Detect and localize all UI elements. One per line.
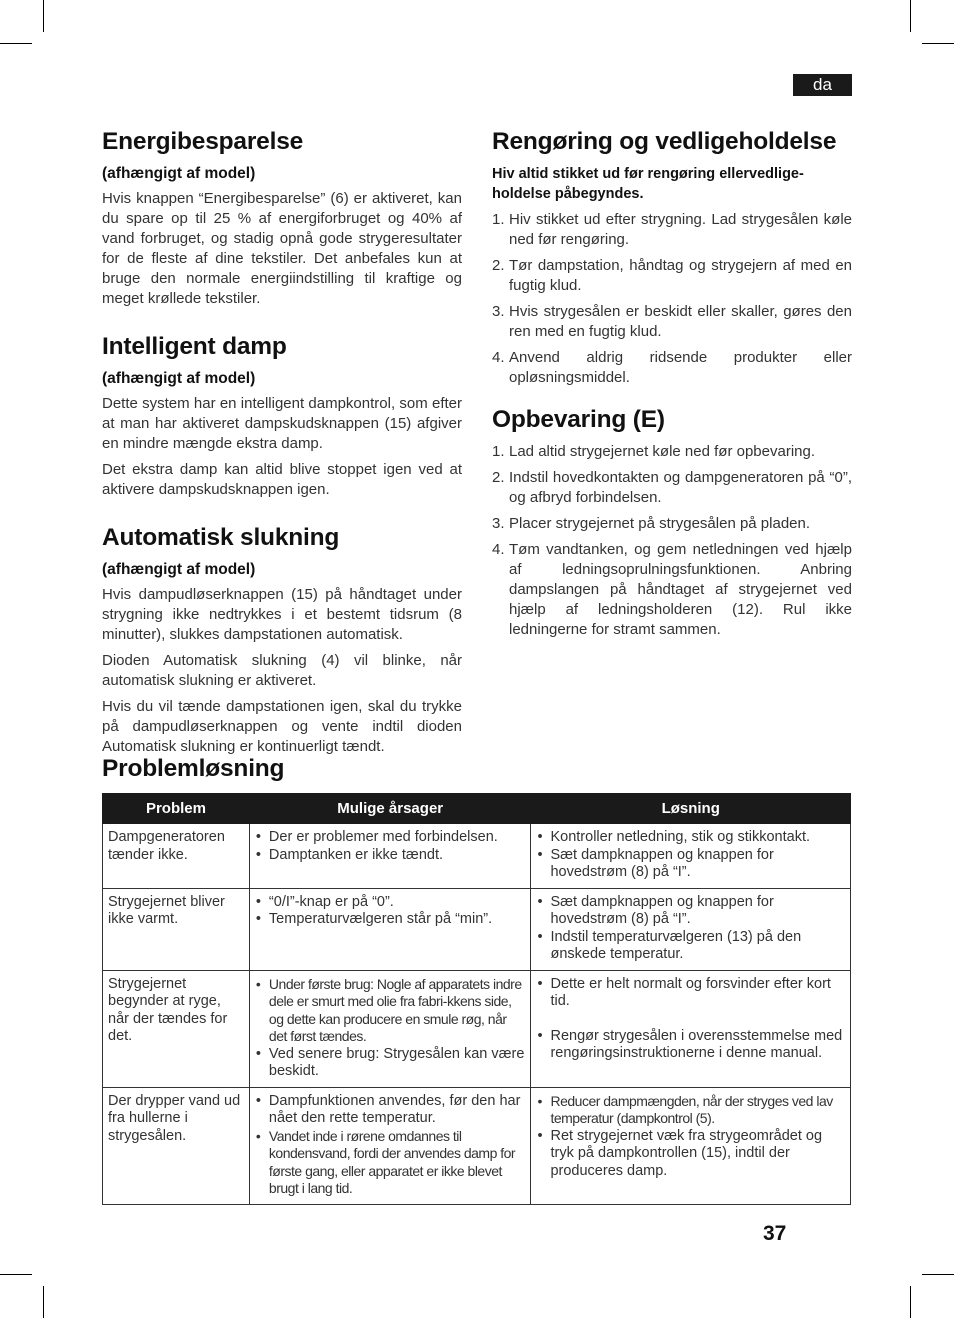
auto-paragraph-1: Hvis dampudløserknappen (15) på håndtaget under strygning ikke nedtrykkes i et bestemt tidsrum (8 minutter), slukkes dampstationen automatisk. [102,586,462,643]
energy-paragraph: Hvis knappen “Energibesparelse” (6) er aktiveret, kan du spare op til 25 % af energiforbruget og 40% af vand forbruget, og stadig opnå gode strygeresultater for de fleste af dine tekstiler. Det anbefales kun at bruge den normale energiindstilling til kraftige og meget krøllede tekstiler. [102,190,462,307]
energy-subtitle: (afhængigt af model) [102,165,256,182]
section-auto-off [102,524,462,757]
table-row [103,970,851,1087]
table-row [103,1087,851,1204]
table-header-row [103,794,851,824]
bullet-item: • Rengør strygesålen i overensstemmelse med rengøringsinstruktionerne i denne manual. [536,1028,845,1063]
crop-mark [910,0,911,32]
bullet-item: • Der er problemer med forbindelsen. [255,829,526,847]
header-causes: Mulige årsager [249,794,531,824]
cleaning-warning: Hiv altid stikket ud før rengøring ellervedlige-holdelse påbegyndes. [492,166,804,202]
list-item: 1. Hiv stikket ud efter strygning. Lad strygesålen køle ned før rengøring. [492,211,852,248]
problem-cell: Strygejernet bliver ikke varmt. [103,888,250,970]
causes-cell [249,1087,531,1204]
crop-mark [0,1274,32,1275]
cleaning-list [492,210,852,388]
troubleshooting-table [102,793,851,1205]
steam-subtitle: (afhængigt af model) [102,370,256,387]
list-item: 3. Placer strygejernet på strygesålen på pladen. [492,515,811,532]
solution-cell [531,888,851,970]
problem-cell: Dampgeneratoren tænder ikke. [103,824,250,889]
problem-cell: Strygejernet begynder at ryge, når der tændes for det. [103,970,250,1087]
auto-paragraph-2: Dioden Automatisk slukning (4) vil blinke, når automatisk slukning er aktiveret. [102,652,462,689]
solution-cell [531,1087,851,1204]
causes-cell [249,888,531,970]
steam-paragraph-2: Det ekstra damp kan altid blive stoppet igen ved at aktivere dampskudsknappen igen. [102,461,462,498]
bullet-item: • Vandet inde i rørene omdannes til kondensvand, fordi der anvendes damp for første gang, eller apparatet er ikke blevet brugt i lang tid. [255,1128,526,1198]
bullet-item: • Ret strygejernet væk fra strygeområdet og tryk på dampkontrollen (15), indtil der produceres damp. [536,1128,845,1181]
bullet-item: • Dette er helt normalt og forsvinder efter kort tid. [536,976,845,1011]
bullet-item: • “0/I”-knap er på “0”. [255,894,526,912]
steam-title: Intelligent damp [102,333,287,360]
bullet-item: • Dampfunktionen anvendes, før den har nået den rette temperatur. [255,1093,526,1128]
bullet-item: • Reducer dampmængden, når der stryges ved lav temperatur (dampkontrol (5). [536,1093,845,1128]
bullet-item: • Ved senere brug: Strygesålen kan være beskidt. [255,1046,526,1081]
bullet-item: • Temperaturvælgeren står på “min”. [255,911,526,929]
crop-mark [922,1274,954,1275]
crop-mark [922,43,954,44]
section-intelligent-steam [102,333,462,500]
list-item: 1. Lad altid strygejernet køle ned før opbevaring. [492,443,815,460]
crop-mark [43,1286,44,1318]
section-cleaning [492,128,852,388]
problem-cell: Der drypper vand ud fra hullerne i strygesålen. [103,1087,250,1204]
causes-cell [249,970,531,1087]
left-column [102,128,462,763]
list-item: 3. Hvis strygesålen er beskidt eller skaller, gøres den ren med en fugtig klud. [492,303,852,340]
storage-list [492,442,852,640]
auto-subtitle: (afhængigt af model) [102,561,256,578]
section-energy [102,128,462,309]
crop-mark [0,43,32,44]
storage-title: Opbevaring (E) [492,406,665,433]
crop-mark [43,0,44,32]
header-solution: Løsning [531,794,851,824]
cleaning-title: Rengøring og vedligeholdelse [492,128,837,155]
auto-paragraph-3: Hvis du vil tænde dampstationen igen, skal du trykke på dampudløserknappen og vente indtil dioden Automatisk slukning er kontinuerligt tændt. [102,698,462,755]
section-storage [492,406,852,640]
solution-cell [531,824,851,889]
list-item: 4. Tøm vandtanken, og gem netledningen ved hjælp af ledningsoprulningsfunktionen. Anbring dampslangen på håndtaget af strygejernet ved hjælp af ledningsholderen (12). Rul ikke ledningerne for stramt sammen. [492,541,852,638]
header-problem: Problem [103,794,250,824]
troubleshooting-title: Problemløsning [102,755,285,782]
language-badge: da [793,74,852,96]
bullet-item: • Kontroller netledning, stik og stikkontakt. [536,829,845,847]
auto-title: Automatisk slukning [102,524,340,551]
bullet-item: • Sæt dampknappen og knappen for hovedstrøm (8) på “I”. [536,847,845,882]
right-column [492,128,852,646]
table-row [103,824,851,889]
list-item: 4. Anvend aldrig ridsende produkter eller opløsningsmiddel. [492,349,852,386]
solution-cell [531,970,851,1087]
bullet-item: • Indstil temperaturvælgeren (13) på den ønskede temperatur. [536,929,845,964]
bullet-item: • Sæt dampknappen og knappen for hovedstrøm (8) på “I”. [536,894,845,929]
causes-cell [249,824,531,889]
bullet-item: • Under første brug: Nogle af apparatets indre dele er smurt med olie fra fabri-kkens side, og dette kan producere en smule røg, når det først tændes. [255,976,526,1046]
crop-mark [910,1286,911,1318]
table-row [103,888,851,970]
page-number: 37 [763,1222,787,1245]
list-item: 2. Tør dampstation, håndtag og strygejern af med en fugtig klud. [492,257,852,294]
steam-paragraph-1: Dette system har en intelligent dampkontrol, som efter at man har aktiveret dampskudsknappen (15) afgiver en mindre mængde ekstra damp. [102,395,462,452]
bullet-item: • Damptanken er ikke tændt. [255,847,526,865]
list-item: 2. Indstil hovedkontakten og dampgeneratoren på “0”, og afbryd forbindelsen. [492,469,852,506]
energy-title: Energibesparelse [102,128,304,155]
